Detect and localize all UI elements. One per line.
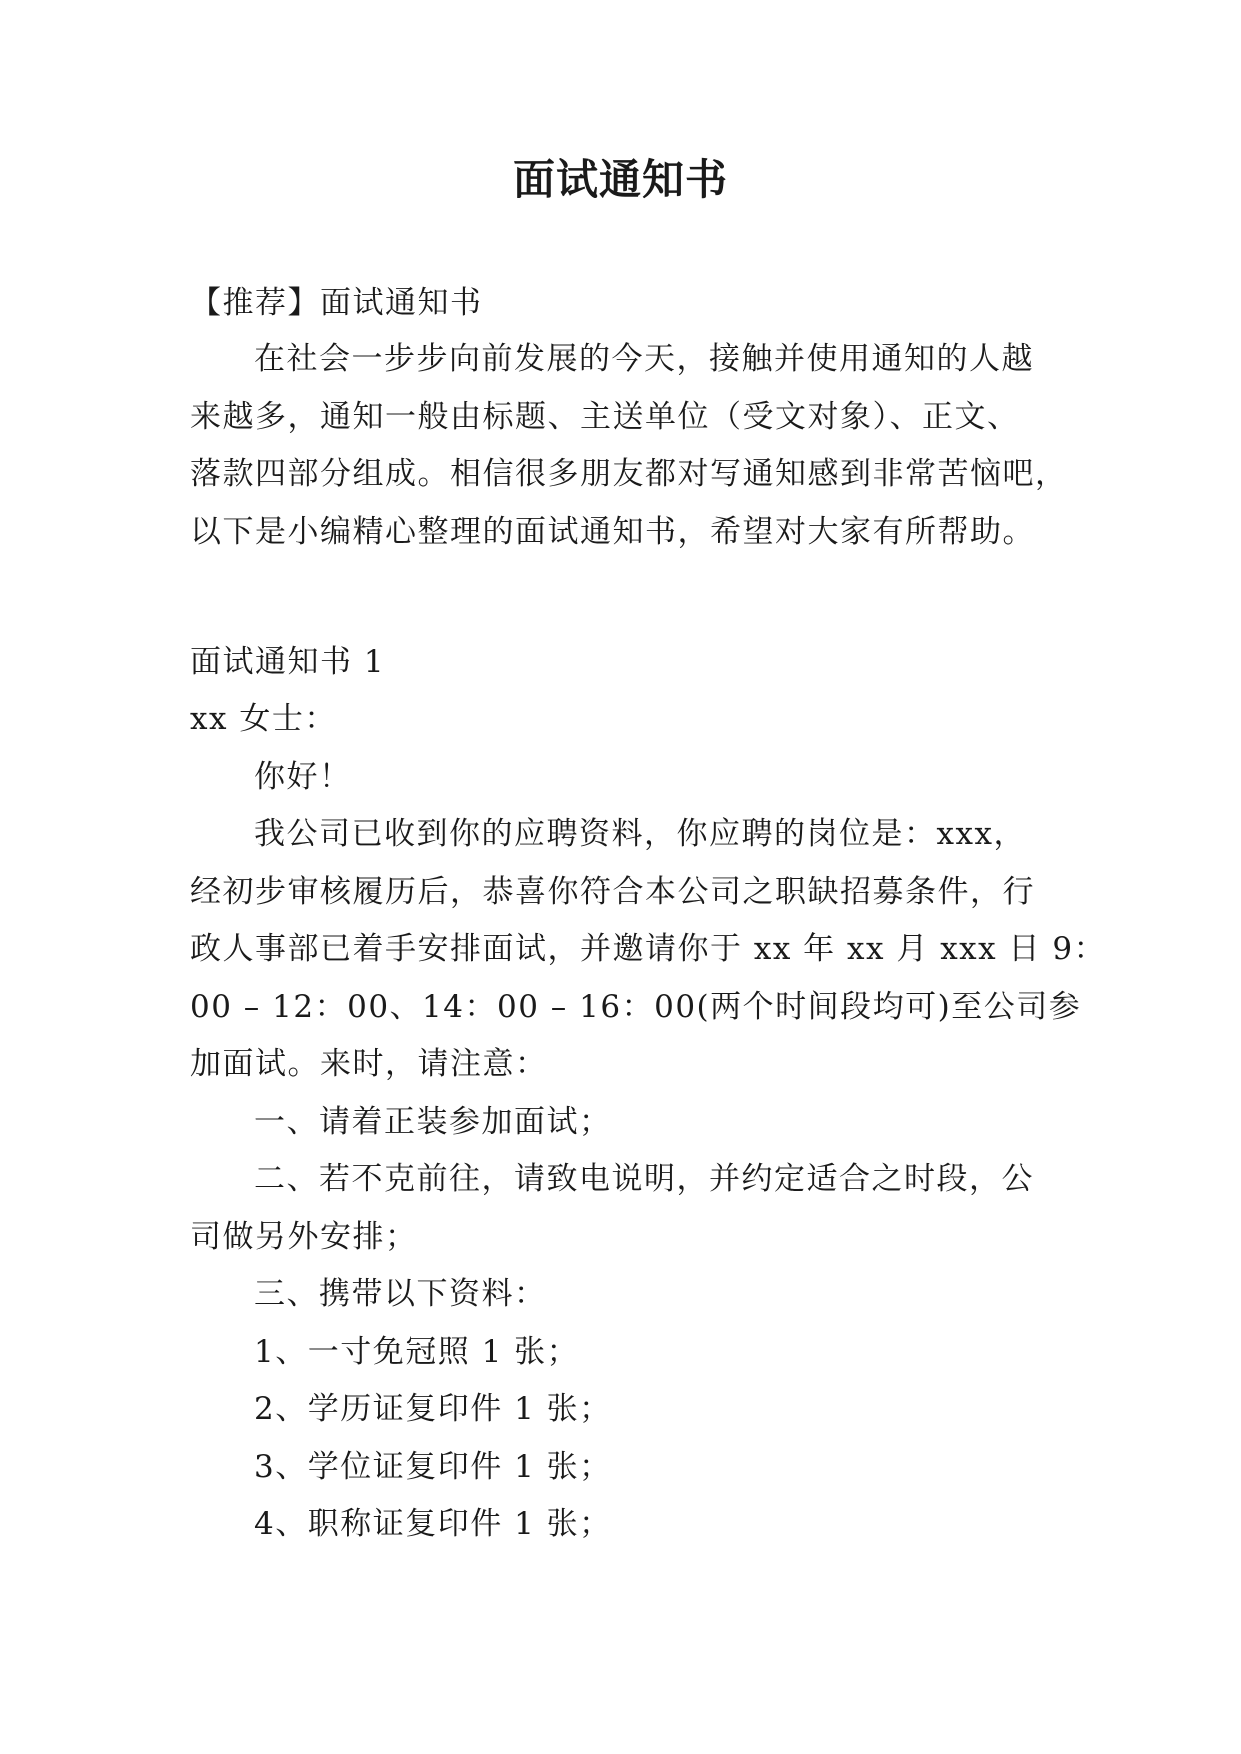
notice-item-1: 一、请着正装参加面试； (254, 1104, 612, 1140)
material-item-2: 2、学历证复印件 1 张； (254, 1391, 612, 1427)
salutation: xx 女士： (190, 701, 337, 737)
body-line-1: 我公司已收到你的应聘资料，你应聘的岗位是：xxx， (254, 816, 1026, 852)
intro-line-4: 以下是小编精心整理的面试通知书，希望对大家有所帮助。 (190, 514, 1035, 550)
intro-line-3: 落款四部分组成。相信很多朋友都对写通知感到非常苦恼吧， (190, 456, 1068, 492)
notice-item-2-line-2: 司做另外安排； (190, 1219, 418, 1255)
intro-line-2: 来越多，通知一般由标题、主送单位（受文对象）、正文、 (190, 399, 1020, 435)
recommend-heading: 【推荐】面试通知书 (190, 285, 483, 321)
document-title: 面试通知书 (512, 155, 728, 204)
intro-line-1: 在社会一步步向前发展的今天，接触并使用通知的人越 (254, 341, 1034, 377)
body-line-2: 经初步审核履历后，恭喜你符合本公司之职缺招募条件，行 (190, 874, 1035, 910)
material-item-3: 3、学位证复印件 1 张； (254, 1449, 612, 1485)
section-heading: 面试通知书 1 (190, 644, 386, 680)
material-item-4: 4、职称证复印件 1 张； (254, 1506, 612, 1542)
body-line-5: 加面试。来时，请注意： (190, 1046, 548, 1082)
notice-item-2-line-1: 二、若不克前往，请致电说明，并约定适合之时段，公 (254, 1161, 1034, 1197)
notice-item-3: 三、携带以下资料： (254, 1276, 547, 1312)
greeting: 你好！ (254, 759, 352, 795)
body-line-4: 00 – 12：00、14：00 – 16：00(两个时间段均可)至公司参 (190, 989, 1082, 1025)
body-line-3: 政人事部已着手安排面试，并邀请你于 xx 年 xx 月 xxx 日 9： (190, 931, 1107, 967)
material-item-1: 1、一寸免冠照 1 张； (254, 1334, 580, 1370)
